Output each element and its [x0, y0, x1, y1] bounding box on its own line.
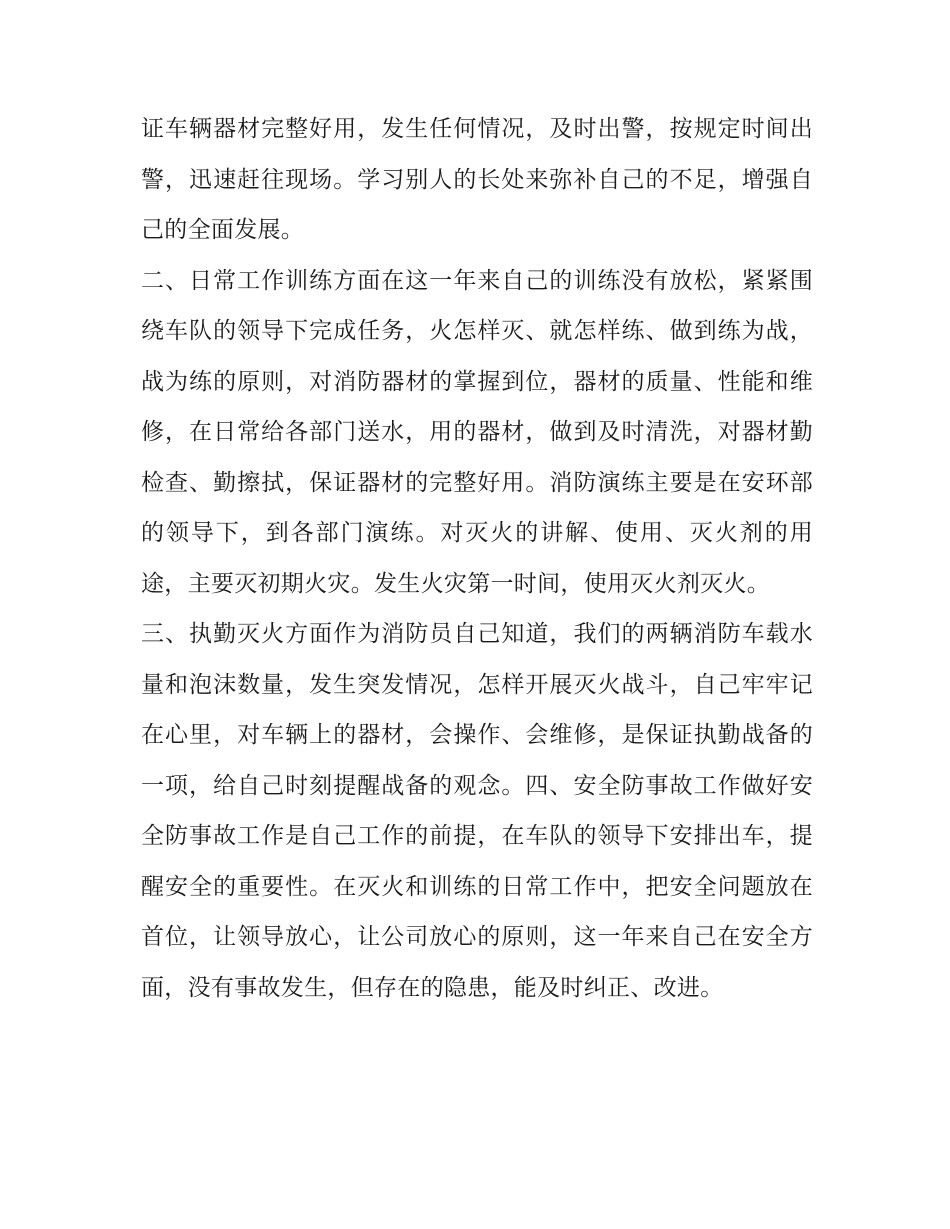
paragraph-3: 三、执勤灭火方面作为消防员自己知道，我们的两辆消防车载水量和泡沫数量，发生突发情况，怎样开展灭火战斗，自己牢牢记在心里，对车辆上的器材，会操作、会维修，是保证执勤战备的一项，给自己时刻提醒战备的观念。四、安全防事故工作做好安全防事故工作是自己工作的前提，在车队的领导下安排出车，提醒安全的重要性。在灭火和训练的日常工作中，把安全问题放在首位，让领导放心，让公司放心的原则，这一年来自己在安全方面，没有事故发生，但存在的隐患，能及时纠正、改进。 [141, 621, 813, 1001]
paragraph-2: 二、日常工作训练方面在这一年来自己的训练没有放松，紧紧围绕车队的领导下完成任务，火怎样灭、就怎样练、做到练为战，战为练的原则，对消防器材的掌握到位，器材的质量、性能和维修，在日常给各部门送水，用的器材，做到及时清洗，对器材勤检查、勤擦拭，保证器材的完整好用。消防演练主要是在安环部的领导下，到各部门演练。对灭火的讲解、使用、灭火剂的用途，主要灭初期火灾。发生火灾第一时间，使用灭火剂灭火。 [141, 267, 813, 597]
paragraph-1: 证车辆器材完整好用，发生任何情况，及时出警，按规定时间出警，迅速赶往现场。学习别人的长处来弥补自己的不足，增强自己的全面发展。 [141, 116, 813, 243]
document-body [141, 104, 813, 1013]
